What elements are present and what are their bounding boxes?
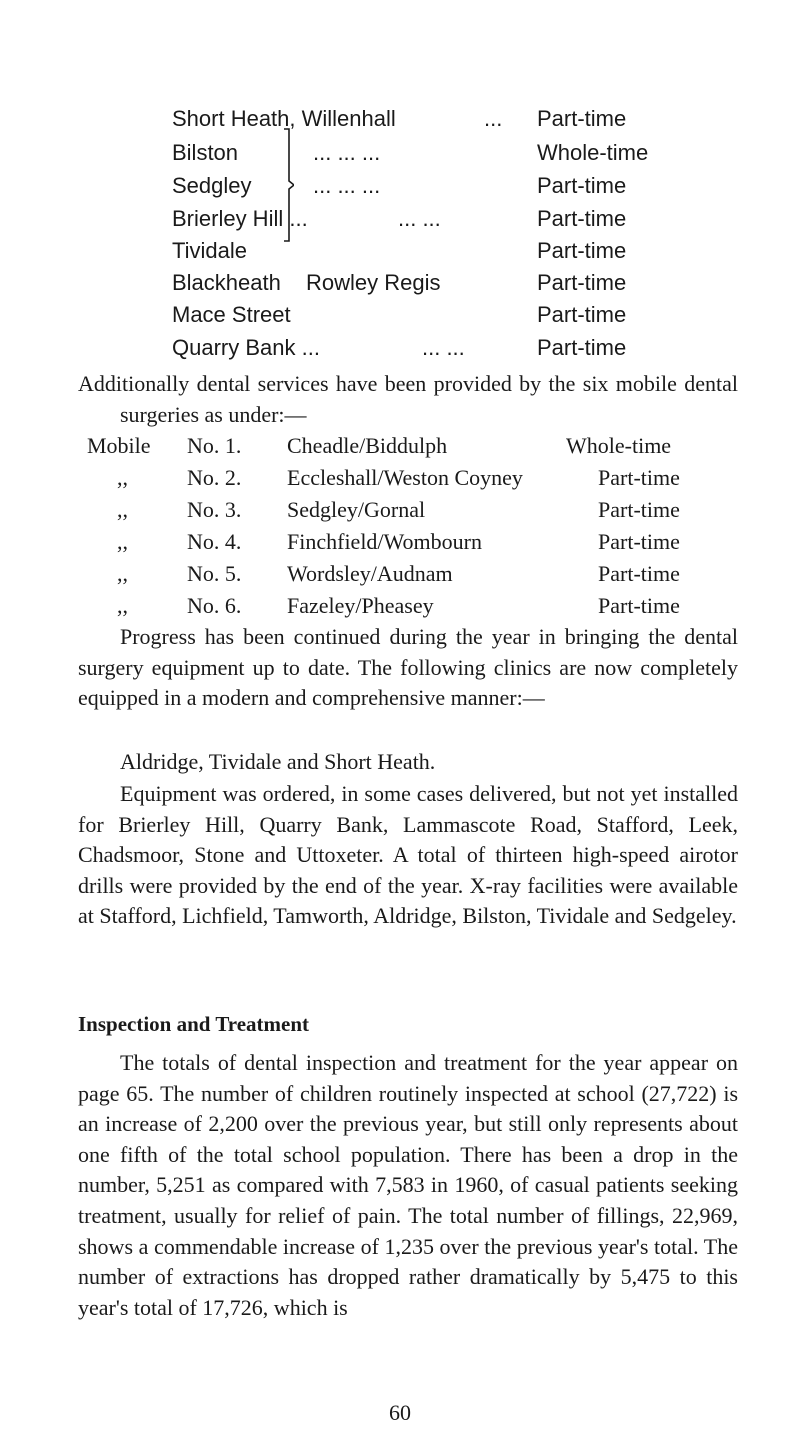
mobile-prefix: ,, <box>117 593 128 618</box>
clinic-status: Part-time <box>537 302 627 327</box>
progress-paragraph: Progress has been continued during the year in bringing the dental surgery equipment up to date. The following clinics are now completely equipped in a modern and comprehensive manner:— <box>78 624 738 711</box>
mobile-number: No. 1. <box>187 433 242 458</box>
leader-dots: ... ... ... <box>313 173 381 198</box>
clinic-status: Part-time <box>537 238 627 263</box>
equipment-paragraph: Equipment was ordered, in some cases delivered, but not yet installed for Brierley Hill, Quarry Bank, Lammascote Road, Stafford, Leek, Chadsmoor, Stone and Uttoxeter. A total of thirteen high-speed airotor drills were provided by the end of the year. X-ray facilities were available at Stafford, Lichfield, Tamworth, Aldridge, Bilston, Tividale and Sedgeley. <box>78 781 738 929</box>
mobile-status: Whole-time <box>566 433 672 458</box>
mobile-prefix: Mobile <box>87 433 151 458</box>
mobile-status: Part-time <box>598 561 680 586</box>
intro-paragraph: Additionally dental services have been provided by the six mobile dental surgeries as under:— <box>78 371 738 427</box>
mobile-prefix: ,, <box>117 529 128 554</box>
mobile-prefix: ,, <box>117 561 128 586</box>
clinic-status: Whole-time <box>537 140 649 165</box>
clinic-status: Part-time <box>537 206 627 231</box>
brace-icon <box>284 127 294 243</box>
clinic-name: Short Heath, Willenhall <box>172 106 396 131</box>
clinic-status: Part-time <box>537 173 627 198</box>
mobile-place: Finchfield/Wombourn <box>287 529 482 554</box>
mobile-number: No. 3. <box>187 497 242 522</box>
leader-dots: ... <box>484 106 503 131</box>
equipped-clinics: Aldridge, Tividale and Short Heath. <box>120 749 436 774</box>
mobile-place: Fazeley/Pheasey <box>287 593 434 618</box>
mobile-place: Eccleshall/Weston Coyney <box>287 465 523 490</box>
mobile-number: No. 5. <box>187 561 242 586</box>
mobile-status: Part-time <box>598 529 680 554</box>
clinic-name: Brierley Hill ... <box>172 206 308 231</box>
clinic-name: Blackheath <box>172 270 281 295</box>
section-heading: Inspection and Treatment <box>78 1012 310 1036</box>
mobile-place: Wordsley/Audnam <box>287 561 453 586</box>
mobile-status: Part-time <box>598 593 680 618</box>
mobile-status: Part-time <box>598 465 680 490</box>
page-number: 60 <box>389 1400 411 1425</box>
mobile-number: No. 2. <box>187 465 242 490</box>
clinic-name: Bilston <box>172 140 239 165</box>
inspection-paragraph: The totals of dental inspection and treatment for the year appear on page 65. The number of children routinely inspected at school (27,722) is an increase of 2,200 over the previous year, but still only represents about one fifth of the total school population. There has been a drop in the number, 5,251 as compared with 7,583 in 1960, of casual patients seeking treatment, usually for relief of pain. The total number of fillings, 22,969, shows a commendable increase of 1,235 over the previous year's total. The number of extractions has dropped rather dramatically by 5,475 to this year's total of 17,726, which is <box>78 1050 738 1320</box>
mobile-place: Cheadle/Biddulph <box>287 433 448 458</box>
mobile-place: Sedgley/Gornal <box>287 497 426 522</box>
leader-dots: ... ... <box>398 206 441 231</box>
mobile-number: No. 6. <box>187 593 242 618</box>
clinic-status: Part-time <box>537 106 627 131</box>
clinic-status: Part-time <box>537 335 627 360</box>
mobile-prefix: ,, <box>117 465 128 490</box>
leader-dots: ... ... <box>422 335 465 360</box>
clinic-name: Tividale <box>172 238 247 263</box>
clinic-name: Mace Street <box>172 302 291 327</box>
group-label: Rowley Regis <box>306 270 441 295</box>
clinic-name: Quarry Bank ... <box>172 335 320 360</box>
mobile-status: Part-time <box>598 497 680 522</box>
mobile-prefix: ,, <box>117 497 128 522</box>
clinic-status: Part-time <box>537 270 627 295</box>
leader-dots: ... ... ... <box>313 140 381 165</box>
mobile-number: No. 4. <box>187 529 242 554</box>
clinic-name: Sedgley <box>172 173 252 198</box>
